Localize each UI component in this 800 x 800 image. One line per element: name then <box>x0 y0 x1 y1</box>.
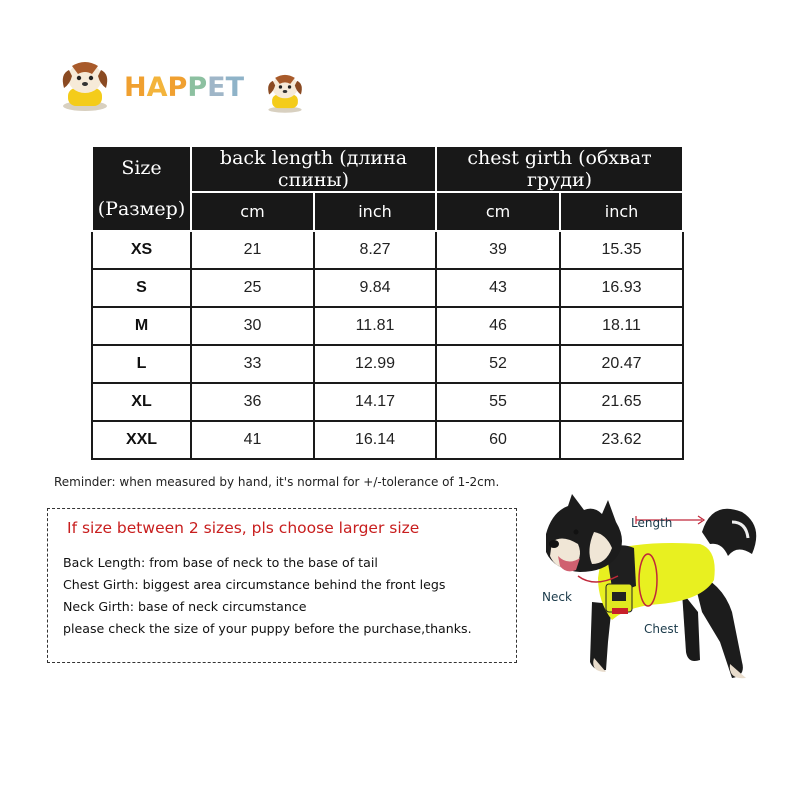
brand-letter: P <box>187 72 208 103</box>
dog-measurement-figure <box>532 492 792 692</box>
chest-girth-header: chest girth (обхват груди) <box>436 146 683 192</box>
table-row <box>92 345 683 383</box>
back-length-inch: 12.99 <box>314 345 436 383</box>
chest-girth-inch: 16.93 <box>560 269 683 307</box>
back-length-cm: 41 <box>191 421 314 459</box>
table-row <box>92 231 683 269</box>
table-row <box>92 307 683 345</box>
table-header-row <box>92 146 683 192</box>
back-length-cm: 25 <box>191 269 314 307</box>
note-line: Back Length: from base of neck to the base of tail <box>63 555 378 570</box>
chest-girth-cm: 60 <box>436 421 560 459</box>
back-length-header: back length (длина спины) <box>191 146 436 192</box>
chest-girth-cm: 55 <box>436 383 560 421</box>
size-header-en: Size <box>121 156 162 179</box>
size-header-ru: (Размер) <box>97 197 186 220</box>
size-table-body <box>92 231 683 459</box>
unit-header: cm <box>436 192 560 231</box>
reminder-text: Reminder: when measured by hand, it's normal for +/-tolerance of 1-2cm. <box>54 475 500 489</box>
size-note-box <box>47 508 517 663</box>
back-length-inch: 14.17 <box>314 383 436 421</box>
note-headline: If size between 2 sizes, pls choose larger size <box>67 519 420 537</box>
back-length-inch: 16.14 <box>314 421 436 459</box>
table-row <box>92 421 683 459</box>
size-label: M <box>92 307 191 345</box>
unit-header: cm <box>191 192 314 231</box>
chest-girth-inch: 20.47 <box>560 345 683 383</box>
chest-girth-inch: 18.11 <box>560 307 683 345</box>
size-label: XS <box>92 231 191 269</box>
size-column-header <box>92 146 191 231</box>
size-label: XL <box>92 383 191 421</box>
chest-girth-inch: 21.65 <box>560 383 683 421</box>
chest-girth-cm: 46 <box>436 307 560 345</box>
note-line: Chest Girth: biggest area circumstance behind the front legs <box>63 577 446 592</box>
back-length-cm: 21 <box>191 231 314 269</box>
brand-letter: H <box>124 72 147 103</box>
back-length-cm: 36 <box>191 383 314 421</box>
size-label: L <box>92 345 191 383</box>
neck-label: Neck <box>542 590 572 604</box>
chest-girth-inch: 15.35 <box>560 231 683 269</box>
back-length-inch: 9.84 <box>314 269 436 307</box>
length-label: Length <box>631 516 673 530</box>
chest-girth-cm: 52 <box>436 345 560 383</box>
brand-letter: P <box>167 72 188 103</box>
table-row <box>92 269 683 307</box>
chest-girth-cm: 43 <box>436 269 560 307</box>
chest-label: Chest <box>644 622 679 636</box>
brand-letter: E <box>207 72 226 103</box>
size-table <box>91 145 684 460</box>
back-length-inch: 8.27 <box>314 231 436 269</box>
unit-header: inch <box>560 192 683 231</box>
back-length-inch: 11.81 <box>314 307 436 345</box>
brand-letter: T <box>225 72 244 103</box>
puppy-right-icon <box>260 68 310 118</box>
chest-girth-cm: 39 <box>436 231 560 269</box>
back-length-cm: 33 <box>191 345 314 383</box>
chest-girth-inch: 23.62 <box>560 421 683 459</box>
back-length-cm: 30 <box>191 307 314 345</box>
note-line: Neck Girth: base of neck circumstance <box>63 599 307 614</box>
note-line: please check the size of your puppy before the purchase,thanks. <box>63 621 472 636</box>
table-row <box>92 383 683 421</box>
unit-header: inch <box>314 192 436 231</box>
size-label: S <box>92 269 191 307</box>
brand-letter: A <box>146 72 168 103</box>
puppy-left-icon <box>52 58 118 114</box>
size-label: XXL <box>92 421 191 459</box>
brand-name <box>124 72 244 103</box>
